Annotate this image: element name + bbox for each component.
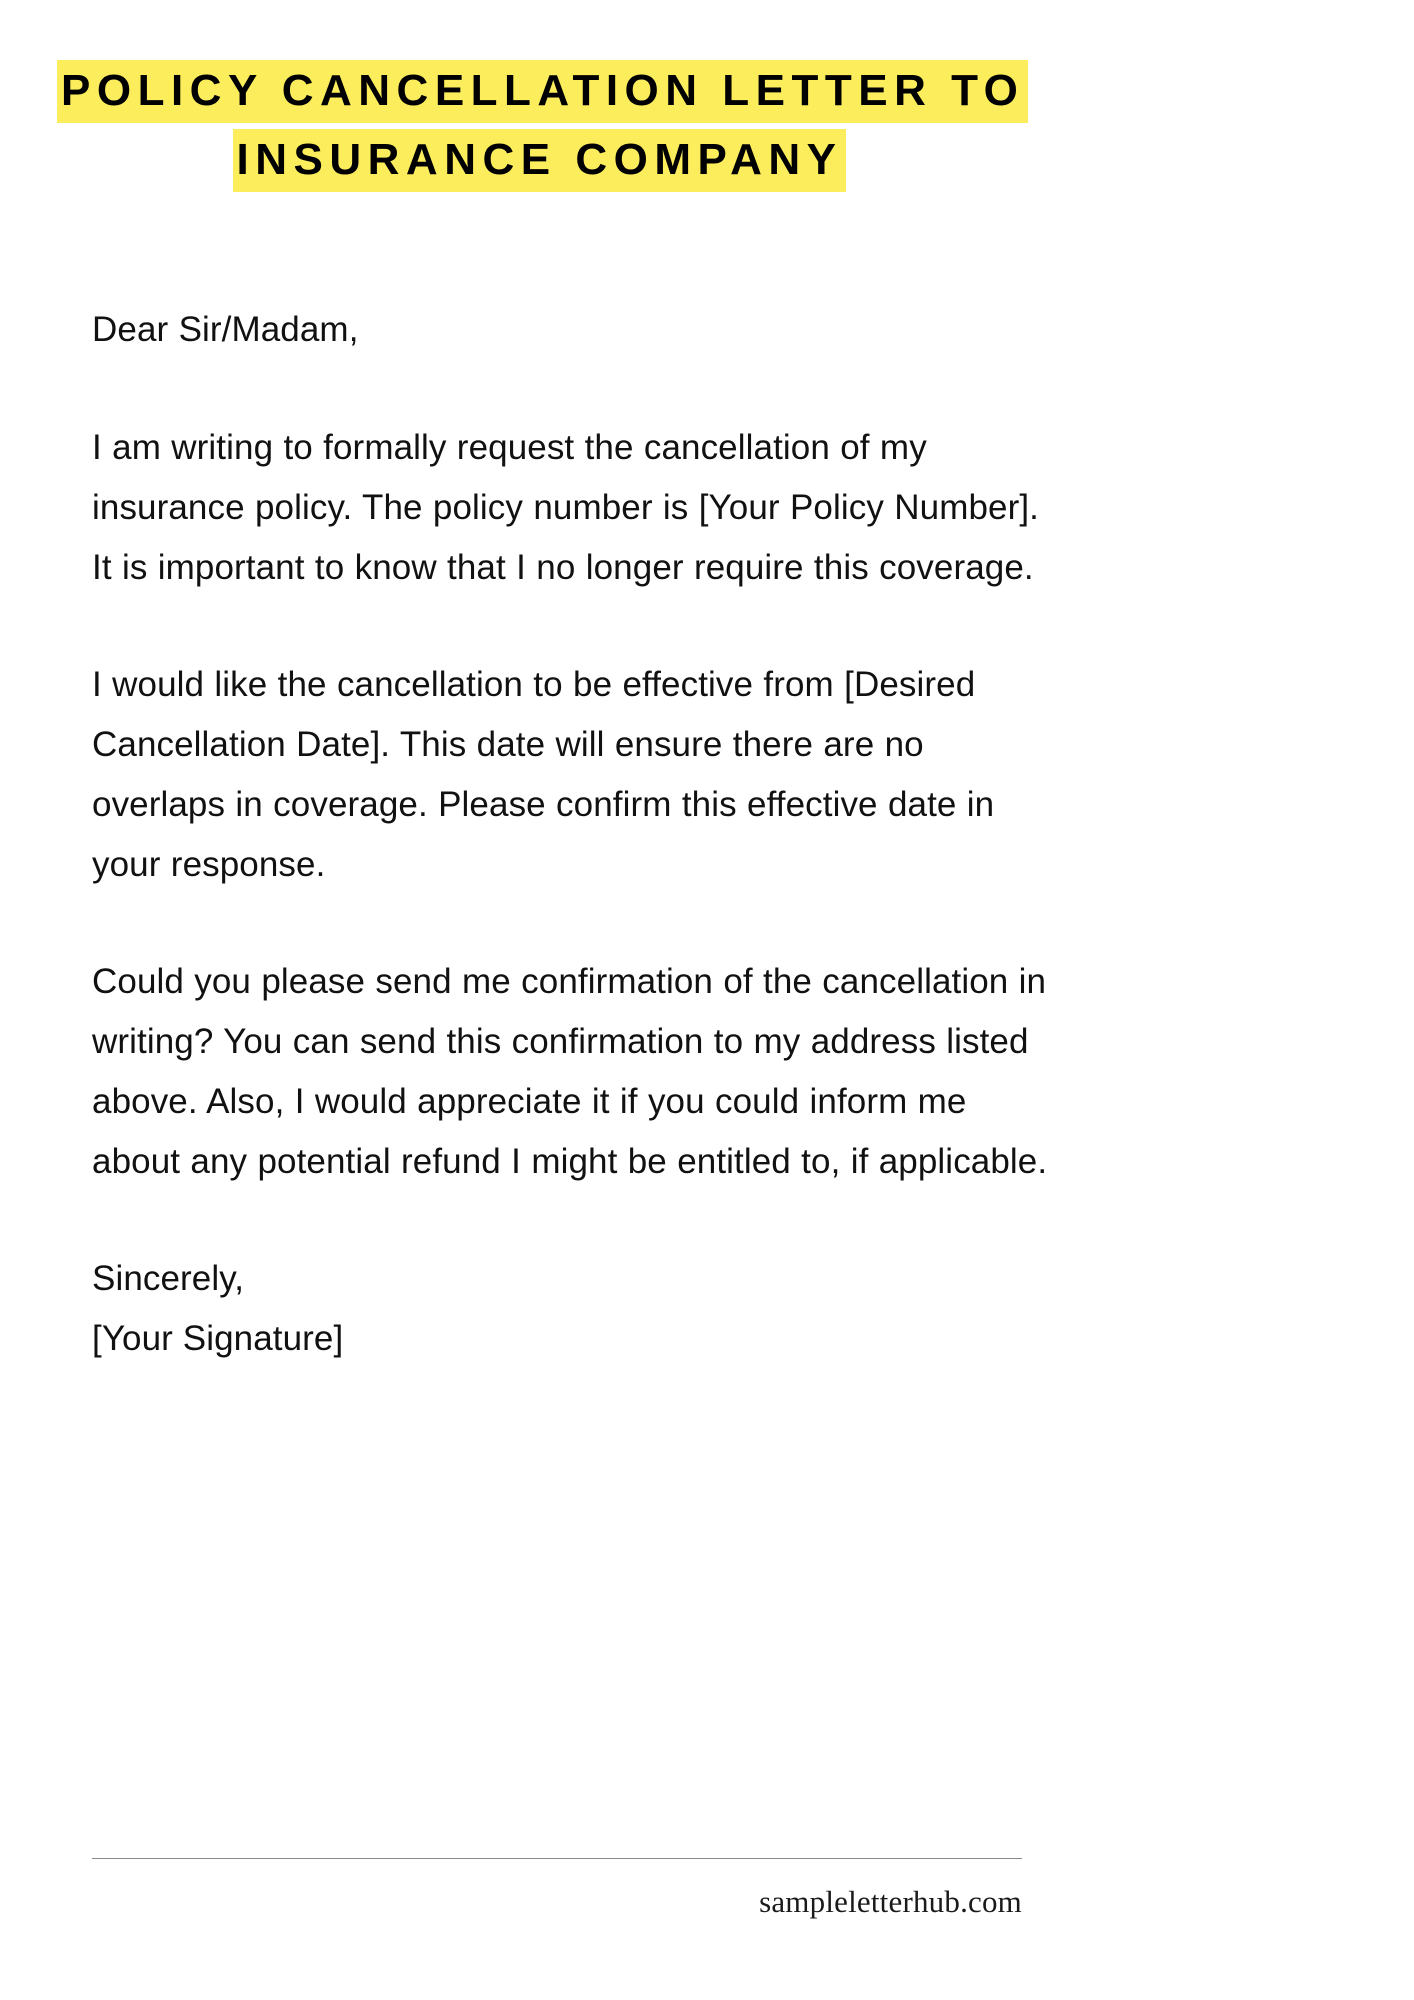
signature-block bbox=[92, 1249, 1060, 1369]
title-line-1-text: POLICY CANCELLATION LETTER TO bbox=[57, 60, 1028, 123]
letter-body bbox=[92, 300, 1060, 1369]
paragraph-1: I am writing to formally request the cancellation of my insurance policy. The policy number is [Your Policy Number]. It is important to know that I no longer require this coverage. bbox=[92, 428, 1040, 587]
paragraph-3: Could you please send me confirmation of the cancellation in writing? You can send this confirmation to my address listed above. Also, I would appreciate it if you could inform me about any potential refund I might be entitled to, if applicable. bbox=[92, 962, 1048, 1181]
signature-line: [Your Signature] bbox=[92, 1319, 344, 1358]
title-line-1 bbox=[57, 58, 1025, 124]
paragraph-2: I would like the cancellation to be effective from [Desired Cancellation Date]. This date will ensure there are no overlaps in coverage. Please confirm this effective date in your response. bbox=[92, 665, 995, 884]
footer-website-url: sampleletterhub.com bbox=[759, 1884, 1022, 1919]
footer-divider bbox=[92, 1858, 1022, 1859]
salutation: Dear Sir/Madam, bbox=[92, 310, 359, 349]
page-title bbox=[57, 58, 1025, 196]
title-line-2-text: INSURANCE COMPANY bbox=[233, 129, 847, 192]
closing-line: Sincerely, bbox=[92, 1259, 245, 1298]
title-line-2 bbox=[57, 127, 1022, 193]
